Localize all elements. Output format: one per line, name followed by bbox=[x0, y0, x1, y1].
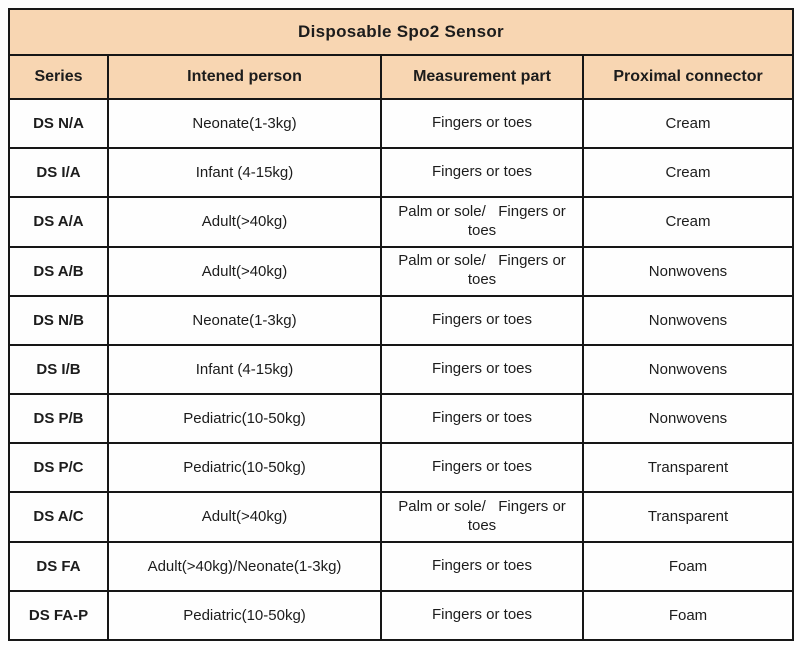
person-cell: Infant (4-15kg) bbox=[108, 345, 381, 394]
table-row bbox=[9, 247, 793, 296]
person-cell: Neonate(1-3kg) bbox=[108, 296, 381, 345]
column-header-connector: Proximal connector bbox=[583, 55, 793, 99]
connector-cell: Nonwovens bbox=[583, 296, 793, 345]
person-cell: Pediatric(10-50kg) bbox=[108, 443, 381, 492]
person-cell: Pediatric(10-50kg) bbox=[108, 394, 381, 443]
measure-cell: Fingers or toes bbox=[381, 296, 583, 345]
series-cell: DS I/B bbox=[9, 345, 108, 394]
person-cell: Adult(>40kg)/Neonate(1-3kg) bbox=[108, 542, 381, 591]
connector-cell: Foam bbox=[583, 591, 793, 640]
series-cell: DS A/B bbox=[9, 247, 108, 296]
series-cell: DS A/C bbox=[9, 492, 108, 541]
table-row bbox=[9, 148, 793, 197]
series-cell: DS FA-P bbox=[9, 591, 108, 640]
measure-cell: Fingers or toes bbox=[381, 148, 583, 197]
connector-cell: Nonwovens bbox=[583, 247, 793, 296]
connector-cell: Nonwovens bbox=[583, 394, 793, 443]
connector-cell: Cream bbox=[583, 197, 793, 246]
connector-cell: Foam bbox=[583, 542, 793, 591]
measure-cell: Palm or sole/ Fingers or toes bbox=[381, 492, 583, 541]
person-cell: Adult(>40kg) bbox=[108, 247, 381, 296]
table-row bbox=[9, 345, 793, 394]
person-cell: Neonate(1-3kg) bbox=[108, 99, 381, 148]
table-row bbox=[9, 542, 793, 591]
series-cell: DS FA bbox=[9, 542, 108, 591]
table-row bbox=[9, 296, 793, 345]
series-cell: DS N/A bbox=[9, 99, 108, 148]
table-row bbox=[9, 394, 793, 443]
measure-cell: Fingers or toes bbox=[381, 542, 583, 591]
table-row bbox=[9, 492, 793, 541]
column-header-person: Intened person bbox=[108, 55, 381, 99]
connector-cell: Cream bbox=[583, 99, 793, 148]
table-title: Disposable Spo2 Sensor bbox=[9, 9, 793, 55]
table-title-row bbox=[9, 9, 793, 55]
series-cell: DS I/A bbox=[9, 148, 108, 197]
series-cell: DS P/C bbox=[9, 443, 108, 492]
measure-cell: Fingers or toes bbox=[381, 443, 583, 492]
spo2-sensor-spec-table bbox=[8, 8, 794, 641]
column-header-measure: Measurement part bbox=[381, 55, 583, 99]
connector-cell: Transparent bbox=[583, 492, 793, 541]
person-cell: Pediatric(10-50kg) bbox=[108, 591, 381, 640]
person-cell: Adult(>40kg) bbox=[108, 492, 381, 541]
table-row bbox=[9, 443, 793, 492]
connector-cell: Cream bbox=[583, 148, 793, 197]
person-cell: Infant (4-15kg) bbox=[108, 148, 381, 197]
table-row bbox=[9, 197, 793, 246]
series-cell: DS A/A bbox=[9, 197, 108, 246]
measure-cell: Fingers or toes bbox=[381, 591, 583, 640]
series-cell: DS N/B bbox=[9, 296, 108, 345]
connector-cell: Nonwovens bbox=[583, 345, 793, 394]
person-cell: Adult(>40kg) bbox=[108, 197, 381, 246]
column-header-series: Series bbox=[9, 55, 108, 99]
measure-cell: Palm or sole/ Fingers or toes bbox=[381, 247, 583, 296]
measure-cell: Fingers or toes bbox=[381, 394, 583, 443]
table-row bbox=[9, 591, 793, 640]
connector-cell: Transparent bbox=[583, 443, 793, 492]
series-cell: DS P/B bbox=[9, 394, 108, 443]
measure-cell: Fingers or toes bbox=[381, 99, 583, 148]
table-header-row bbox=[9, 55, 793, 99]
table-row bbox=[9, 99, 793, 148]
measure-cell: Palm or sole/ Fingers or toes bbox=[381, 197, 583, 246]
measure-cell: Fingers or toes bbox=[381, 345, 583, 394]
